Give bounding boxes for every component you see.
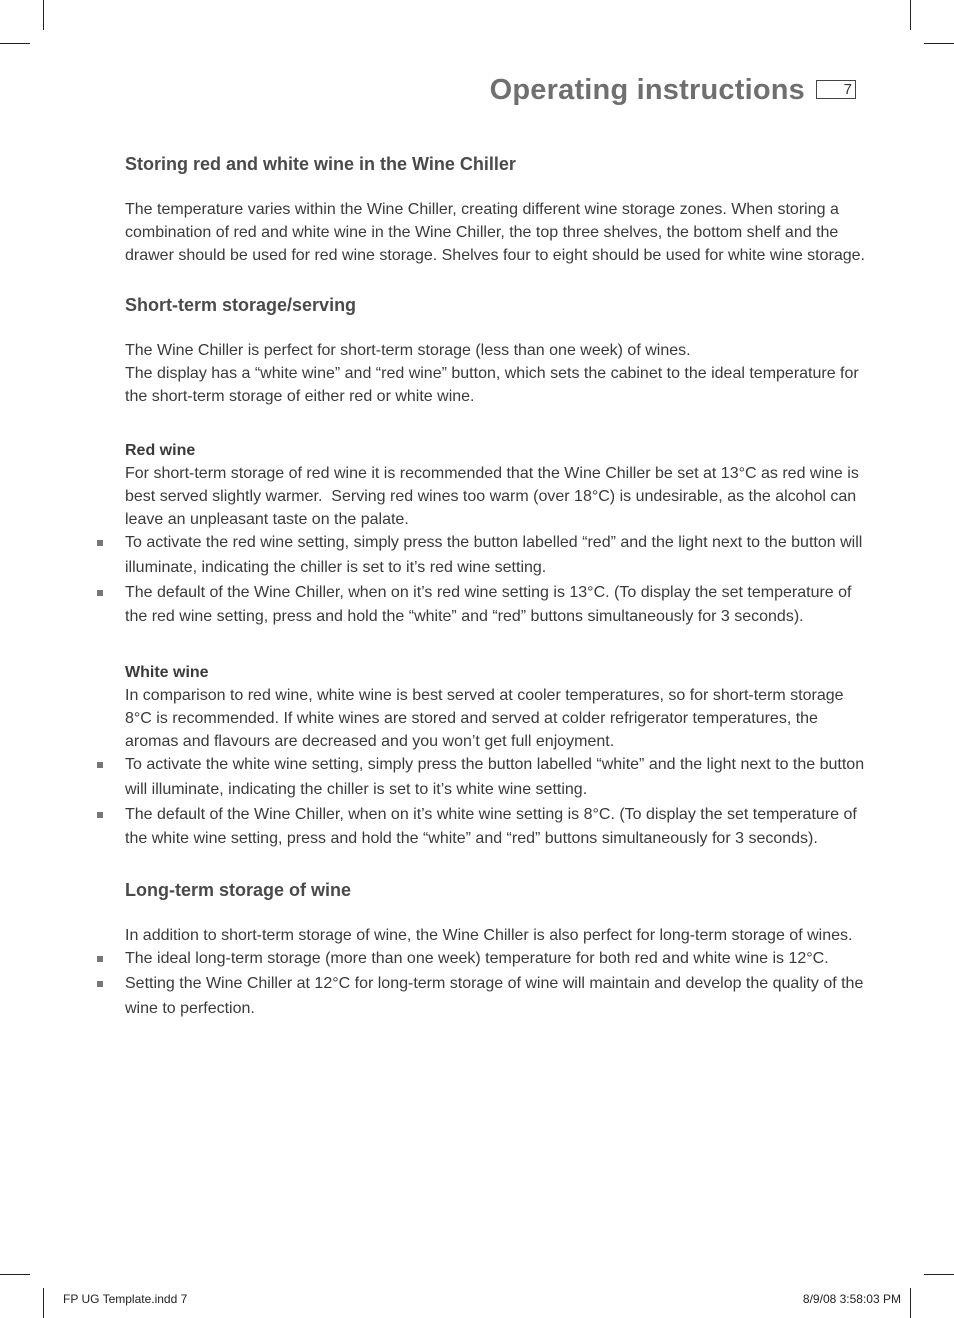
square-bullet-icon xyxy=(97,812,103,818)
list-item: The default of the Wine Chiller, when on it’s red wine setting is 13°C. (To display the set temperature of the red wine setting, press and hold the “white” and “red” buttons simultaneously for 3 seconds). xyxy=(125,581,865,630)
crop-mark xyxy=(924,43,954,44)
slug-timestamp: 8/9/08 3:58:03 PM xyxy=(802,1292,901,1306)
paragraph-long-term: In addition to short-term storage of wine, the Wine Chiller is also perfect for long-term storage of wines. xyxy=(125,927,853,944)
list-item: Setting the Wine Chiller at 12°C for long-term storage of wine will maintain and develop the quality of the wine to perfection. xyxy=(125,972,865,1021)
bullet-list-long-term xyxy=(125,947,865,1021)
crop-mark xyxy=(0,43,30,44)
paragraph-white-wine: In comparison to red wine, white wine is best served at cooler temperatures, so for short-term storage 8°C is recommended. If white wines are stored and served at colder refrigerator temperatures, the aromas and flavours are decreased and you won’t get full enjoyment. xyxy=(125,687,844,750)
section-paragraph-short-term-1: The Wine Chiller is perfect for short-term storage (less than one week) of wines. xyxy=(125,342,691,359)
page-number: 7 xyxy=(816,80,856,99)
list-item: To activate the white wine setting, simply press the button labelled “white” and the light next to the button will illuminate, indicating the chiller is set to it’s white wine setting. xyxy=(125,753,865,802)
section-heading-storing: Storing red and white wine in the Wine Chiller xyxy=(125,154,516,174)
page-header xyxy=(480,74,860,114)
square-bullet-icon xyxy=(97,540,103,546)
crop-mark xyxy=(0,1274,30,1275)
subheading-red-wine: Red wine xyxy=(125,442,196,459)
crop-mark xyxy=(43,0,44,30)
section-heading-long-term: Long-term storage of wine xyxy=(125,880,352,900)
slug-file-name: FP UG Template.indd 7 xyxy=(63,1292,188,1306)
square-bullet-icon xyxy=(97,590,103,596)
crop-mark xyxy=(924,1274,954,1275)
section-paragraph-storing: The temperature varies within the Wine Chiller, creating different wine storage zones. When storing a combination of red and white wine in the Wine Chiller, the top three shelves, the bottom shelf and the drawer should be used for red wine storage. Shelves four to eight should be used for white wine storage. xyxy=(125,201,865,264)
square-bullet-icon xyxy=(97,762,103,768)
crop-mark xyxy=(43,1288,44,1318)
document-body xyxy=(125,152,865,1022)
paragraph-red-wine: For short-term storage of red wine it is recommended that the Wine Chiller be set at 13°C as red wine is best served slightly warmer. Serving red wines too warm (over 18°C) is undesirable, as the alcohol can leave an unpleasant taste on the palate. xyxy=(125,465,859,528)
bullet-list-white-wine xyxy=(125,753,865,852)
square-bullet-icon xyxy=(97,981,103,987)
list-item: The default of the Wine Chiller, when on it’s white wine setting is 8°C. (To display the set temperature of the white wine setting, press and hold the “white” and “red” buttons simultaneously for 3 seconds). xyxy=(125,803,865,852)
crop-mark xyxy=(910,1288,911,1318)
crop-mark xyxy=(910,0,911,30)
square-bullet-icon xyxy=(97,956,103,962)
bullet-list-red-wine xyxy=(125,531,865,630)
section-paragraph-short-term-2: The display has a “white wine” and “red wine” button, which sets the cabinet to the ideal temperature for the short-term storage of either red or white wine. xyxy=(125,365,859,405)
page-title: Operating instructions xyxy=(489,74,805,106)
list-item: To activate the red wine setting, simply press the button labelled “red” and the light next to the button will illuminate, indicating the chiller is set to it’s red wine setting. xyxy=(125,531,865,580)
section-heading-short-term: Short-term storage/serving xyxy=(125,295,357,315)
subheading-white-wine: White wine xyxy=(125,664,209,681)
list-item: The ideal long-term storage (more than one week) temperature for both red and white wine is 12°C. xyxy=(125,947,865,972)
